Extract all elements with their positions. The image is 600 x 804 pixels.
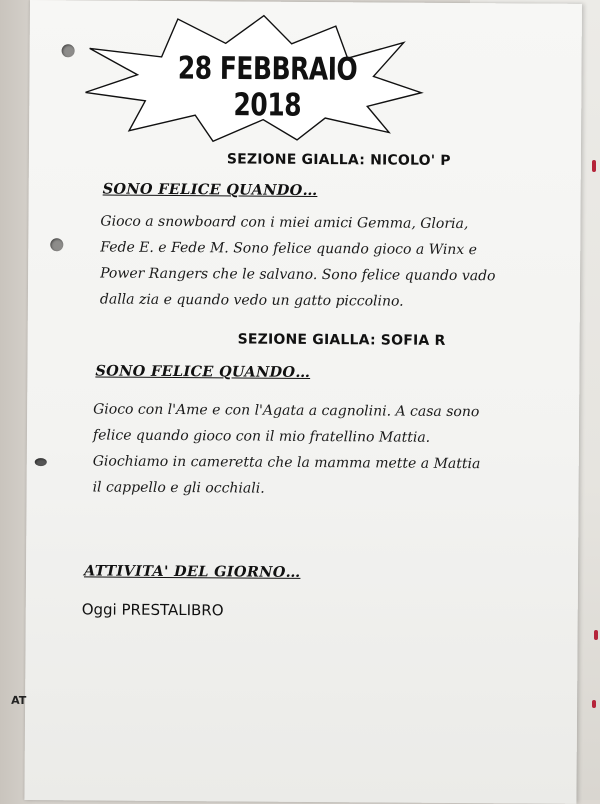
- text-line: Fede E. e Fede M. Sono felice quando gioco a Winx e: [100, 239, 478, 259]
- red-ink-mark: [592, 700, 596, 708]
- text-line: il cappello e gli occhiali.: [92, 479, 265, 497]
- text-line: Gioco a snowboard con i miei amici Gemma, Gloria,: [100, 213, 469, 233]
- punch-hole: [35, 458, 47, 466]
- text-line: dalla zia e quando vedo un gatto piccolino.: [99, 291, 404, 310]
- text-line: felice quando gioco con il mio fratellino Mattia.: [92, 427, 431, 446]
- section-subheading-sofia: SONO FELICE QUANDO…: [95, 362, 311, 381]
- section-heading-sofia: SEZIONE GIALLA: SOFIA R: [237, 331, 446, 349]
- activity-heading: ATTIVITA' DEL GIORNO…: [83, 562, 301, 581]
- text-line: Gioco con l'Ame e con l'Agata a cagnolini. A casa sono: [93, 401, 480, 421]
- paragraph-nicolo: [100, 208, 556, 315]
- red-ink-mark: [594, 630, 598, 640]
- section-subheading-nicolo: SONO FELICE QUANDO…: [102, 180, 318, 200]
- activity-text: Oggi PRESTALIBRO: [81, 600, 224, 620]
- text-line: Power Rangers che le salvano. Sono felice quando vado: [100, 265, 496, 285]
- paragraph-sofia: [93, 396, 549, 503]
- corner-mark: AT: [11, 693, 27, 707]
- section-heading-nicolo: SEZIONE GIALLA: NICOLO' P: [226, 151, 451, 169]
- punch-hole: [62, 44, 75, 57]
- text-line: Giochiamo in cameretta che la mamma mette a Mattia: [92, 453, 481, 473]
- date-title: 28 FEBBRAIO 2018: [177, 49, 358, 124]
- paper-sheet: [11, 0, 582, 804]
- punch-hole: [50, 238, 63, 251]
- red-ink-mark: [592, 160, 596, 172]
